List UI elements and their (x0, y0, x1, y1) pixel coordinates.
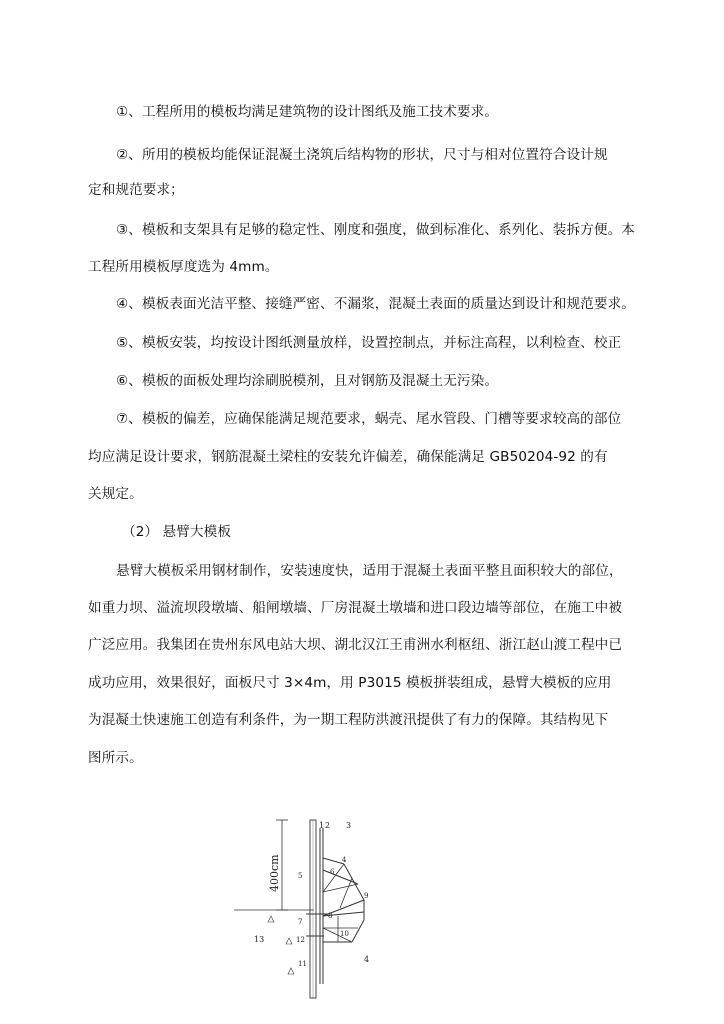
dimension-label: 400cm (268, 854, 281, 892)
paragraph-item-6: ⑥、模板的面板处理均涂刷脱模剂，且对钢筋及混凝土无污染。 (116, 373, 499, 389)
figure-label-9: 9 (364, 892, 369, 900)
figure-label-6: 6 (330, 868, 335, 876)
figure-label-8: 8 (328, 912, 333, 920)
figure-label-13: 13 (254, 935, 265, 944)
figure-label-4b: 4 (364, 955, 370, 964)
figure-label-11: 11 (298, 960, 307, 968)
figure-label-3: 3 (346, 821, 352, 830)
paragraph-item-5: ⑤、模板安装，均按设计图纸测量放样，设置控制点，并标注高程，以利检查、校正 (116, 335, 622, 351)
paragraph-cantilever-3: 广泛应用。我集团在贵州东风电站大坝、湖北汉江王甫洲水利枢纽、浙江赵山渡工程中已 (88, 637, 623, 653)
paragraph-cantilever-5: 为混凝土快速施工创造有利条件，为一期工程防洪渡汛提供了有力的保障。其结构见下 (88, 712, 609, 728)
figure-label-10: 10 (340, 930, 349, 938)
figure-label-1: 1 (319, 821, 325, 830)
paragraph-item-4: ④、模板表面光洁平整、接缝严密、不漏浆，混凝土表面的质量达到设计和规范要求。 (116, 296, 635, 312)
paragraph-item-7-end: 关规定。 (88, 486, 143, 502)
paragraph-item-7-cont: 均应满足设计要求，钢筋混凝土梁柱的安装允许偏差，确保能满足 GB50204-92 的有 (88, 449, 608, 465)
figure-label-2: 2 (325, 821, 331, 830)
paragraph-item-2-cont: 定和规范要求； (88, 182, 184, 198)
paragraph-cantilever-6: 图所示。 (88, 750, 143, 766)
paragraph-item-7: ⑦、模板的偏差，应确保能满足规范要求，蜗壳、尾水管段、门槽等要求较高的部位 (116, 411, 622, 427)
paragraph-item-2: ②、所用的模板均能保证混凝土浇筑后结构物的形状，尺寸与相对位置符合设计规 (116, 147, 608, 163)
figure-label-5: 5 (298, 872, 303, 880)
paragraph-cantilever-2: 如重力坝、溢流坝段墩墙、船闸墩墙、厂房混凝土墩墙和进口段边墙等部位，在施工中被 (88, 600, 623, 616)
figure-label-4: 4 (342, 856, 347, 864)
paragraph-item-1: ①、工程所用的模板均满足建筑物的设计图纸及施工技术要求。 (116, 104, 499, 120)
paragraph-item-3-cont: 工程所用模板厚度选为 4mm。 (88, 259, 279, 275)
cantilever-formwork-diagram (228, 812, 408, 1012)
figure-label-7: 7 (298, 918, 303, 926)
paragraph-cantilever-4: 成功应用，效果很好，面板尺寸 3×4m，用 P3015 模板拼装组成，悬臂大模板的应用 (88, 675, 612, 691)
figure-label-12: 12 (296, 936, 305, 944)
section-heading: （2） 悬臂大模板 (122, 524, 232, 540)
paragraph-item-3: ③、模板和支架具有足够的稳定性、刚度和强度，做到标准化、系列化、装拆方便。本 (116, 222, 635, 238)
paragraph-cantilever: 悬臂大模板采用钢材制作，安装速度快，适用于混凝土表面平整且面积较大的部位， (116, 563, 623, 579)
